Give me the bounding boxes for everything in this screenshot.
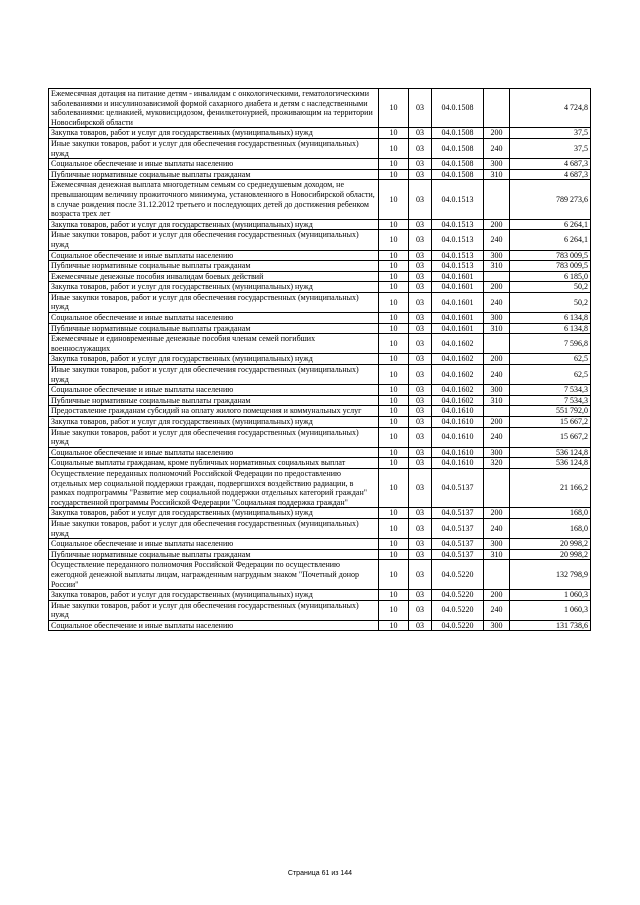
page-number: Страница 61 из 144 <box>287 870 353 877</box>
row-target-article-cell: 04.0.1602 <box>432 365 484 385</box>
table-row <box>49 590 591 601</box>
row-target-article-cell: 04.0.1601 <box>432 292 484 312</box>
table-row <box>49 427 591 447</box>
row-section-cell: 10 <box>379 169 409 180</box>
table-row <box>49 385 591 396</box>
table-row <box>49 89 591 128</box>
row-expense-type-cell: 310 <box>484 549 510 560</box>
row-name-cell: Иные закупки товаров, работ и услуг для обеспечения государственных (муниципальных) нужд <box>49 518 379 538</box>
row-target-article-cell: 04.0.1601 <box>432 323 484 334</box>
table-row <box>49 334 591 354</box>
row-target-article-cell: 04.0.1601 <box>432 271 484 282</box>
table-row <box>49 447 591 458</box>
row-section-cell: 10 <box>379 458 409 469</box>
row-subsection-cell: 03 <box>409 427 432 447</box>
row-amount-cell: 6 134,8 <box>510 313 591 324</box>
row-expense-type-cell <box>484 180 510 219</box>
table-row <box>49 159 591 170</box>
row-expense-type-cell: 310 <box>484 261 510 272</box>
row-amount-cell: 7 534,3 <box>510 385 591 396</box>
row-section-cell: 10 <box>379 365 409 385</box>
row-expense-type-cell <box>484 406 510 417</box>
row-subsection-cell: 03 <box>409 417 432 428</box>
row-subsection-cell: 03 <box>409 169 432 180</box>
row-subsection-cell: 03 <box>409 219 432 230</box>
row-expense-type-cell: 240 <box>484 230 510 250</box>
row-section-cell: 10 <box>379 250 409 261</box>
budget-table <box>48 88 591 631</box>
row-amount-cell: 20 998,2 <box>510 549 591 560</box>
table-row <box>49 250 591 261</box>
row-section-cell: 10 <box>379 282 409 293</box>
row-expense-type-cell: 200 <box>484 508 510 519</box>
row-expense-type-cell: 320 <box>484 458 510 469</box>
row-expense-type-cell: 300 <box>484 620 510 631</box>
table-row <box>49 365 591 385</box>
table-row <box>49 323 591 334</box>
row-expense-type-cell: 200 <box>484 282 510 293</box>
row-name-cell: Социальные выплаты гражданам, кроме публичных нормативных социальных выплат <box>49 458 379 469</box>
row-subsection-cell: 03 <box>409 365 432 385</box>
row-name-cell: Социальное обеспечение и иные выплаты населению <box>49 250 379 261</box>
row-name-cell: Публичные нормативные социальные выплаты гражданам <box>49 323 379 334</box>
row-subsection-cell: 03 <box>409 406 432 417</box>
table-row <box>49 508 591 519</box>
row-subsection-cell: 03 <box>409 334 432 354</box>
row-name-cell: Ежемесячная денежная выплата многодетным семьям со среднедушевым доходом, не превышающим величину прожиточного минимума, установленного в Новосибирской области, в случае рождения после 31.12.2012 третьего и последующих детей до достижения ребенком возраста трех лет <box>49 180 379 219</box>
row-name-cell: Предоставление гражданам субсидий на оплату жилого помещения и коммунальных услуг <box>49 406 379 417</box>
row-section-cell: 10 <box>379 590 409 601</box>
row-section-cell: 10 <box>379 600 409 620</box>
row-target-article-cell: 04.0.1513 <box>432 230 484 250</box>
row-expense-type-cell: 200 <box>484 128 510 139</box>
row-expense-type-cell: 300 <box>484 447 510 458</box>
row-amount-cell: 4 687,3 <box>510 159 591 170</box>
table-row <box>49 292 591 312</box>
row-name-cell: Публичные нормативные социальные выплаты гражданам <box>49 549 379 560</box>
row-expense-type-cell: 310 <box>484 395 510 406</box>
row-expense-type-cell: 300 <box>484 250 510 261</box>
row-name-cell: Ежемесячные и единовременные денежные пособия членам семей погибших военнослужащих <box>49 334 379 354</box>
row-target-article-cell: 04.0.5137 <box>432 468 484 507</box>
row-expense-type-cell: 300 <box>484 313 510 324</box>
row-section-cell: 10 <box>379 385 409 396</box>
table-row <box>49 261 591 272</box>
table-row <box>49 282 591 293</box>
row-section-cell: 10 <box>379 620 409 631</box>
row-target-article-cell: 04.0.5220 <box>432 600 484 620</box>
row-name-cell: Закупка товаров, работ и услуг для государственных (муниципальных) нужд <box>49 354 379 365</box>
table-row <box>49 620 591 631</box>
row-amount-cell: 6 264,1 <box>510 219 591 230</box>
row-section-cell: 10 <box>379 468 409 507</box>
table-row <box>49 518 591 538</box>
row-expense-type-cell: 240 <box>484 427 510 447</box>
row-section-cell: 10 <box>379 406 409 417</box>
row-amount-cell: 21 166,2 <box>510 468 591 507</box>
row-target-article-cell: 04.0.1602 <box>432 354 484 365</box>
row-amount-cell: 6 134,8 <box>510 323 591 334</box>
row-subsection-cell: 03 <box>409 395 432 406</box>
row-amount-cell: 168,0 <box>510 508 591 519</box>
row-name-cell: Публичные нормативные социальные выплаты гражданам <box>49 395 379 406</box>
table-row <box>49 271 591 282</box>
table-row <box>49 180 591 219</box>
table-row <box>49 600 591 620</box>
table-row <box>49 406 591 417</box>
row-subsection-cell: 03 <box>409 89 432 128</box>
row-section-cell: 10 <box>379 230 409 250</box>
row-subsection-cell: 03 <box>409 518 432 538</box>
row-name-cell: Иные закупки товаров, работ и услуг для обеспечения государственных (муниципальных) нужд <box>49 365 379 385</box>
row-name-cell: Закупка товаров, работ и услуг для государственных (муниципальных) нужд <box>49 128 379 139</box>
row-section-cell: 10 <box>379 395 409 406</box>
table-row <box>49 230 591 250</box>
row-expense-type-cell: 240 <box>484 365 510 385</box>
row-amount-cell: 783 009,5 <box>510 261 591 272</box>
row-expense-type-cell: 300 <box>484 385 510 396</box>
row-subsection-cell: 03 <box>409 447 432 458</box>
row-expense-type-cell: 310 <box>484 169 510 180</box>
row-section-cell: 10 <box>379 447 409 458</box>
row-target-article-cell: 04.0.5137 <box>432 518 484 538</box>
row-name-cell: Осуществление переданного полномочия Российской Федерации по осуществлению ежегодной денежной выплаты лицам, награжденным нагрудным знаком "Почетный донор России" <box>49 560 379 590</box>
row-target-article-cell: 04.0.1610 <box>432 447 484 458</box>
row-section-cell: 10 <box>379 219 409 230</box>
row-target-article-cell: 04.0.1513 <box>432 219 484 230</box>
row-section-cell: 10 <box>379 138 409 158</box>
row-expense-type-cell: 200 <box>484 219 510 230</box>
row-name-cell: Закупка товаров, работ и услуг для государственных (муниципальных) нужд <box>49 219 379 230</box>
row-section-cell: 10 <box>379 261 409 272</box>
row-subsection-cell: 03 <box>409 385 432 396</box>
row-amount-cell: 132 798,9 <box>510 560 591 590</box>
row-subsection-cell: 03 <box>409 230 432 250</box>
row-subsection-cell: 03 <box>409 560 432 590</box>
row-amount-cell: 536 124,8 <box>510 447 591 458</box>
row-expense-type-cell <box>484 271 510 282</box>
row-section-cell: 10 <box>379 427 409 447</box>
row-section-cell: 10 <box>379 354 409 365</box>
row-target-article-cell: 04.0.1610 <box>432 406 484 417</box>
row-target-article-cell: 04.0.5137 <box>432 549 484 560</box>
row-expense-type-cell: 300 <box>484 539 510 550</box>
row-name-cell: Иные закупки товаров, работ и услуг для обеспечения государственных (муниципальных) нужд <box>49 292 379 312</box>
row-name-cell: Социальное обеспечение и иные выплаты населению <box>49 447 379 458</box>
row-name-cell: Иные закупки товаров, работ и услуг для обеспечения государственных (муниципальных) нужд <box>49 138 379 158</box>
row-expense-type-cell: 300 <box>484 159 510 170</box>
row-target-article-cell: 04.0.1610 <box>432 427 484 447</box>
row-amount-cell: 7 596,8 <box>510 334 591 354</box>
row-amount-cell: 62,5 <box>510 354 591 365</box>
row-subsection-cell: 03 <box>409 508 432 519</box>
row-amount-cell: 7 534,3 <box>510 395 591 406</box>
row-name-cell: Социальное обеспечение и иные выплаты населению <box>49 539 379 550</box>
row-subsection-cell: 03 <box>409 590 432 601</box>
page-footer <box>0 870 640 877</box>
table-row <box>49 468 591 507</box>
row-amount-cell: 131 738,6 <box>510 620 591 631</box>
row-amount-cell: 15 667,2 <box>510 417 591 428</box>
row-target-article-cell: 04.0.1610 <box>432 417 484 428</box>
table-row <box>49 458 591 469</box>
row-section-cell: 10 <box>379 313 409 324</box>
row-target-article-cell: 04.0.1602 <box>432 385 484 396</box>
row-section-cell: 10 <box>379 89 409 128</box>
row-target-article-cell: 04.0.1508 <box>432 89 484 128</box>
row-section-cell: 10 <box>379 508 409 519</box>
row-section-cell: 10 <box>379 128 409 139</box>
row-amount-cell: 783 009,5 <box>510 250 591 261</box>
row-name-cell: Закупка товаров, работ и услуг для государственных (муниципальных) нужд <box>49 590 379 601</box>
row-amount-cell: 4 724,8 <box>510 89 591 128</box>
row-target-article-cell: 04.0.1508 <box>432 128 484 139</box>
row-subsection-cell: 03 <box>409 138 432 158</box>
row-subsection-cell: 03 <box>409 261 432 272</box>
row-expense-type-cell: 240 <box>484 292 510 312</box>
row-target-article-cell: 04.0.5220 <box>432 590 484 601</box>
row-target-article-cell: 04.0.1513 <box>432 261 484 272</box>
row-amount-cell: 4 687,3 <box>510 169 591 180</box>
row-amount-cell: 20 998,2 <box>510 539 591 550</box>
row-subsection-cell: 03 <box>409 282 432 293</box>
row-subsection-cell: 03 <box>409 313 432 324</box>
row-amount-cell: 1 060,3 <box>510 590 591 601</box>
table-row <box>49 539 591 550</box>
row-subsection-cell: 03 <box>409 354 432 365</box>
row-name-cell: Публичные нормативные социальные выплаты гражданам <box>49 169 379 180</box>
row-name-cell: Социальное обеспечение и иные выплаты населению <box>49 313 379 324</box>
row-expense-type-cell: 240 <box>484 518 510 538</box>
table-row <box>49 549 591 560</box>
row-name-cell: Иные закупки товаров, работ и услуг для обеспечения государственных (муниципальных) нужд <box>49 600 379 620</box>
row-name-cell: Ежемесячная дотация на питание детям - инвалидам с онкологическими, гематологическими заболеваниями и инсулинозависимой формой сахарного диабета и детям с наследственными заболеваниями: целиакией, муковисцидозом, фенилкетонурией, проживающим на территории Новосибирской области <box>49 89 379 128</box>
row-subsection-cell: 03 <box>409 458 432 469</box>
row-subsection-cell: 03 <box>409 292 432 312</box>
row-subsection-cell: 03 <box>409 323 432 334</box>
row-section-cell: 10 <box>379 539 409 550</box>
row-target-article-cell: 04.0.1508 <box>432 169 484 180</box>
row-section-cell: 10 <box>379 323 409 334</box>
row-target-article-cell: 04.0.5137 <box>432 539 484 550</box>
table-row <box>49 395 591 406</box>
row-name-cell: Публичные нормативные социальные выплаты гражданам <box>49 261 379 272</box>
row-expense-type-cell: 240 <box>484 138 510 158</box>
row-section-cell: 10 <box>379 518 409 538</box>
row-expense-type-cell <box>484 89 510 128</box>
row-subsection-cell: 03 <box>409 271 432 282</box>
row-target-article-cell: 04.0.1508 <box>432 138 484 158</box>
row-expense-type-cell <box>484 560 510 590</box>
row-subsection-cell: 03 <box>409 180 432 219</box>
row-expense-type-cell: 310 <box>484 323 510 334</box>
row-amount-cell: 15 667,2 <box>510 427 591 447</box>
row-target-article-cell: 04.0.5220 <box>432 560 484 590</box>
table-row <box>49 417 591 428</box>
table-row <box>49 560 591 590</box>
row-name-cell: Осуществление переданных полномочий Российской Федерации по предоставлению отдельных мер социальной поддержки граждан, подвергшихся воздействию радиации, в рамках подпрограммы "Развитие мер социальной поддержки отдельных категорий граждан" государственной программы Российской Федерации "Социальная поддержка граждан" <box>49 468 379 507</box>
row-name-cell: Социальное обеспечение и иные выплаты населению <box>49 159 379 170</box>
row-subsection-cell: 03 <box>409 600 432 620</box>
row-subsection-cell: 03 <box>409 468 432 507</box>
row-target-article-cell: 04.0.1601 <box>432 282 484 293</box>
row-amount-cell: 62,5 <box>510 365 591 385</box>
row-amount-cell: 50,2 <box>510 292 591 312</box>
budget-table-body <box>49 89 591 631</box>
row-subsection-cell: 03 <box>409 539 432 550</box>
row-section-cell: 10 <box>379 560 409 590</box>
row-target-article-cell: 04.0.1513 <box>432 180 484 219</box>
table-row <box>49 354 591 365</box>
row-amount-cell: 789 273,6 <box>510 180 591 219</box>
row-target-article-cell: 04.0.1610 <box>432 458 484 469</box>
row-target-article-cell: 04.0.1602 <box>432 395 484 406</box>
row-subsection-cell: 03 <box>409 128 432 139</box>
row-target-article-cell: 04.0.1601 <box>432 313 484 324</box>
row-target-article-cell: 04.0.1602 <box>432 334 484 354</box>
row-expense-type-cell: 200 <box>484 354 510 365</box>
row-name-cell: Социальное обеспечение и иные выплаты населению <box>49 620 379 631</box>
row-section-cell: 10 <box>379 334 409 354</box>
row-amount-cell: 50,2 <box>510 282 591 293</box>
row-name-cell: Закупка товаров, работ и услуг для государственных (муниципальных) нужд <box>49 282 379 293</box>
row-amount-cell: 551 792,0 <box>510 406 591 417</box>
row-amount-cell: 1 060,3 <box>510 600 591 620</box>
row-section-cell: 10 <box>379 292 409 312</box>
row-amount-cell: 6 264,1 <box>510 230 591 250</box>
row-expense-type-cell <box>484 468 510 507</box>
row-expense-type-cell: 200 <box>484 590 510 601</box>
table-row <box>49 219 591 230</box>
table-row <box>49 313 591 324</box>
row-section-cell: 10 <box>379 271 409 282</box>
row-target-article-cell: 04.0.1513 <box>432 250 484 261</box>
row-expense-type-cell: 240 <box>484 600 510 620</box>
row-section-cell: 10 <box>379 180 409 219</box>
row-name-cell: Иные закупки товаров, работ и услуг для обеспечения государственных (муниципальных) нужд <box>49 230 379 250</box>
row-target-article-cell: 04.0.5220 <box>432 620 484 631</box>
row-expense-type-cell: 200 <box>484 417 510 428</box>
row-name-cell: Закупка товаров, работ и услуг для государственных (муниципальных) нужд <box>49 417 379 428</box>
row-name-cell: Закупка товаров, работ и услуг для государственных (муниципальных) нужд <box>49 508 379 519</box>
row-amount-cell: 37,5 <box>510 138 591 158</box>
row-section-cell: 10 <box>379 159 409 170</box>
row-target-article-cell: 04.0.1508 <box>432 159 484 170</box>
row-name-cell: Ежемесячные денежные пособия инвалидам боевых действий <box>49 271 379 282</box>
row-section-cell: 10 <box>379 417 409 428</box>
row-amount-cell: 37,5 <box>510 128 591 139</box>
row-name-cell: Иные закупки товаров, работ и услуг для обеспечения государственных (муниципальных) нужд <box>49 427 379 447</box>
row-expense-type-cell <box>484 334 510 354</box>
row-subsection-cell: 03 <box>409 250 432 261</box>
table-row <box>49 138 591 158</box>
row-target-article-cell: 04.0.5137 <box>432 508 484 519</box>
row-amount-cell: 168,0 <box>510 518 591 538</box>
row-subsection-cell: 03 <box>409 620 432 631</box>
row-subsection-cell: 03 <box>409 159 432 170</box>
table-row <box>49 169 591 180</box>
row-section-cell: 10 <box>379 549 409 560</box>
table-row <box>49 128 591 139</box>
row-name-cell: Социальное обеспечение и иные выплаты населению <box>49 385 379 396</box>
row-subsection-cell: 03 <box>409 549 432 560</box>
row-amount-cell: 6 185,0 <box>510 271 591 282</box>
row-amount-cell: 536 124,8 <box>510 458 591 469</box>
